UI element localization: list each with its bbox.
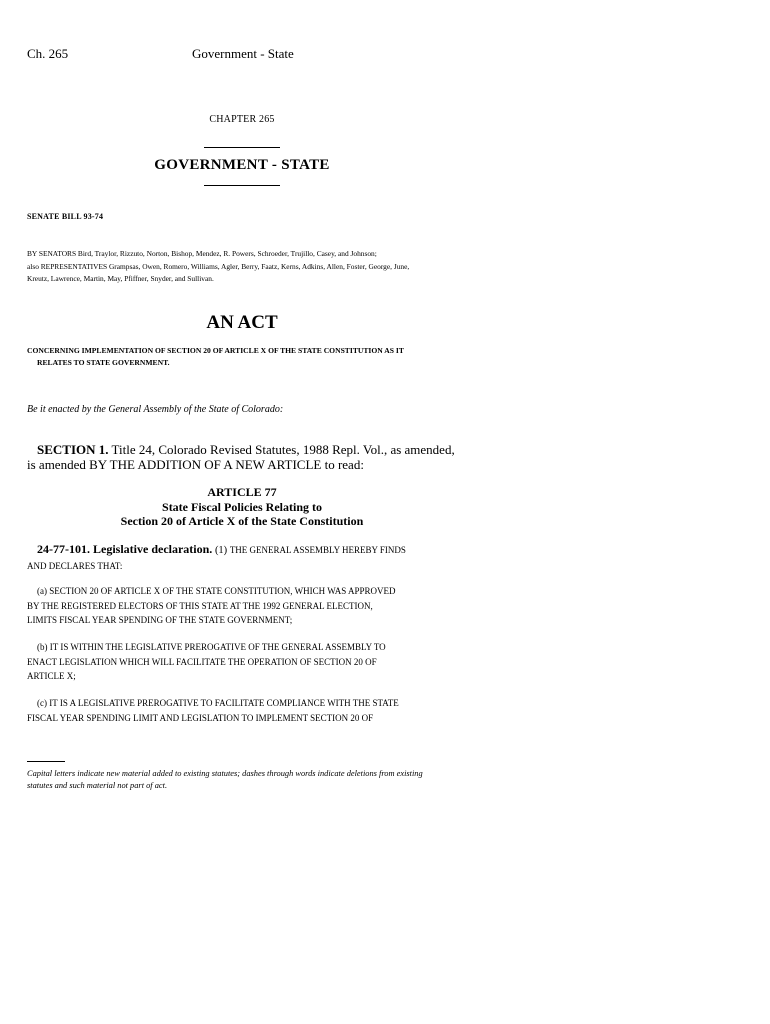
concerning-clause xyxy=(27,345,467,369)
article-heading xyxy=(0,485,484,529)
page-title: GOVERNMENT - STATE xyxy=(154,157,330,173)
footnote xyxy=(27,768,467,792)
paragraph-line: LIMITS FISCAL YEAR SPENDING OF THE STATE GOVERNMENT; xyxy=(27,615,293,625)
title-rule-bottom xyxy=(204,185,280,186)
article-number: ARTICLE 77 xyxy=(207,485,277,499)
enacting-clause: Be it enacted by the General Assembly of the State of Colorado: xyxy=(27,404,284,415)
subsection-label: (1) xyxy=(212,545,230,556)
section-text-cont: AND DECLARES THAT: xyxy=(27,560,123,571)
paragraph-line: BY THE REGISTERED ELECTORS OF THIS STATE AT THE 1992 GENERAL ELECTION, xyxy=(27,600,373,611)
an-act-heading: AN ACT xyxy=(206,312,278,333)
bill-number: SENATE BILL 93-74 xyxy=(27,212,104,221)
section-24-77-101 xyxy=(27,542,459,573)
footnote-rule xyxy=(27,761,65,762)
paragraph-c xyxy=(27,696,459,725)
sponsors-line: also REPRESENTATIVES Grampsas, Owen, Romero, Williams, Agler, Berry, Faatz, Kerns, Adkins, Allen, Foster, George, June, xyxy=(27,261,410,271)
concerning-line-2: RELATES TO STATE GOVERNMENT. xyxy=(37,358,170,367)
section-text: THE GENERAL ASSEMBLY HEREBY FINDS xyxy=(229,545,406,555)
paragraph-a xyxy=(27,584,459,628)
paragraph-line: (a) SECTION 20 OF ARTICLE X OF THE STATE CONSTITUTION, WHICH WAS APPROVED xyxy=(37,586,396,596)
article-title-line-1: State Fiscal Policies Relating to xyxy=(162,499,322,514)
paragraph-line: FISCAL YEAR SPENDING LIMIT AND LEGISLATION TO IMPLEMENT SECTION 20 OF xyxy=(27,712,374,723)
running-header-chapter: Ch. 265 xyxy=(27,46,69,61)
article-title-line-2: Section 20 of Article X of the State Constitution xyxy=(120,514,364,528)
title-rule-top xyxy=(204,147,280,148)
chapter-label: CHAPTER 265 xyxy=(209,114,275,125)
section-1-text: Title 24, Colorado Revised Statutes, 1988 Repl. Vol., as amended, xyxy=(108,442,455,457)
sponsors-block xyxy=(27,248,467,286)
paragraph-line: ENACT LEGISLATION WHICH WILL FACILITATE THE OPERATION OF SECTION 20 OF xyxy=(27,656,377,667)
section-1-label: SECTION 1. xyxy=(37,442,109,457)
section-1-text-cont: is amended BY THE ADDITION OF A NEW ARTICLE to read: xyxy=(27,457,364,472)
section-1 xyxy=(27,442,467,472)
running-header-title: Government - State xyxy=(192,46,294,61)
sponsors-line: Kreutz, Lawrence, Martin, May, Pfiffner, Snyder, and Sullivan. xyxy=(27,274,214,283)
section-number-heading: 24-77-101. Legislative declaration. xyxy=(37,542,213,556)
footnote-line-2: statutes and such material not part of act. xyxy=(27,781,168,790)
concerning-line-1: CONCERNING IMPLEMENTATION OF SECTION 20 OF ARTICLE X OF THE STATE CONSTITUTION AS IT xyxy=(27,346,404,355)
paragraph-line: (b) IT IS WITHIN THE LEGISLATIVE PREROGATIVE OF THE GENERAL ASSEMBLY TO xyxy=(37,642,386,652)
footnote-line-1: Capital letters indicate new material added to existing statutes; dashes through words indicate deletions from existing xyxy=(27,769,423,778)
paragraph-line: ARTICLE X; xyxy=(27,671,76,681)
paragraph-line: (c) IT IS A LEGISLATIVE PREROGATIVE TO FACILITATE COMPLIANCE WITH THE STATE xyxy=(37,698,399,708)
sponsors-line: BY SENATORS Bird, Traylor, Rizzuto, Norton, Bishop, Mendez, R. Powers, Schroeder, Trujillo, Casey, and Johnson; xyxy=(27,249,377,258)
paragraph-b xyxy=(27,640,459,684)
